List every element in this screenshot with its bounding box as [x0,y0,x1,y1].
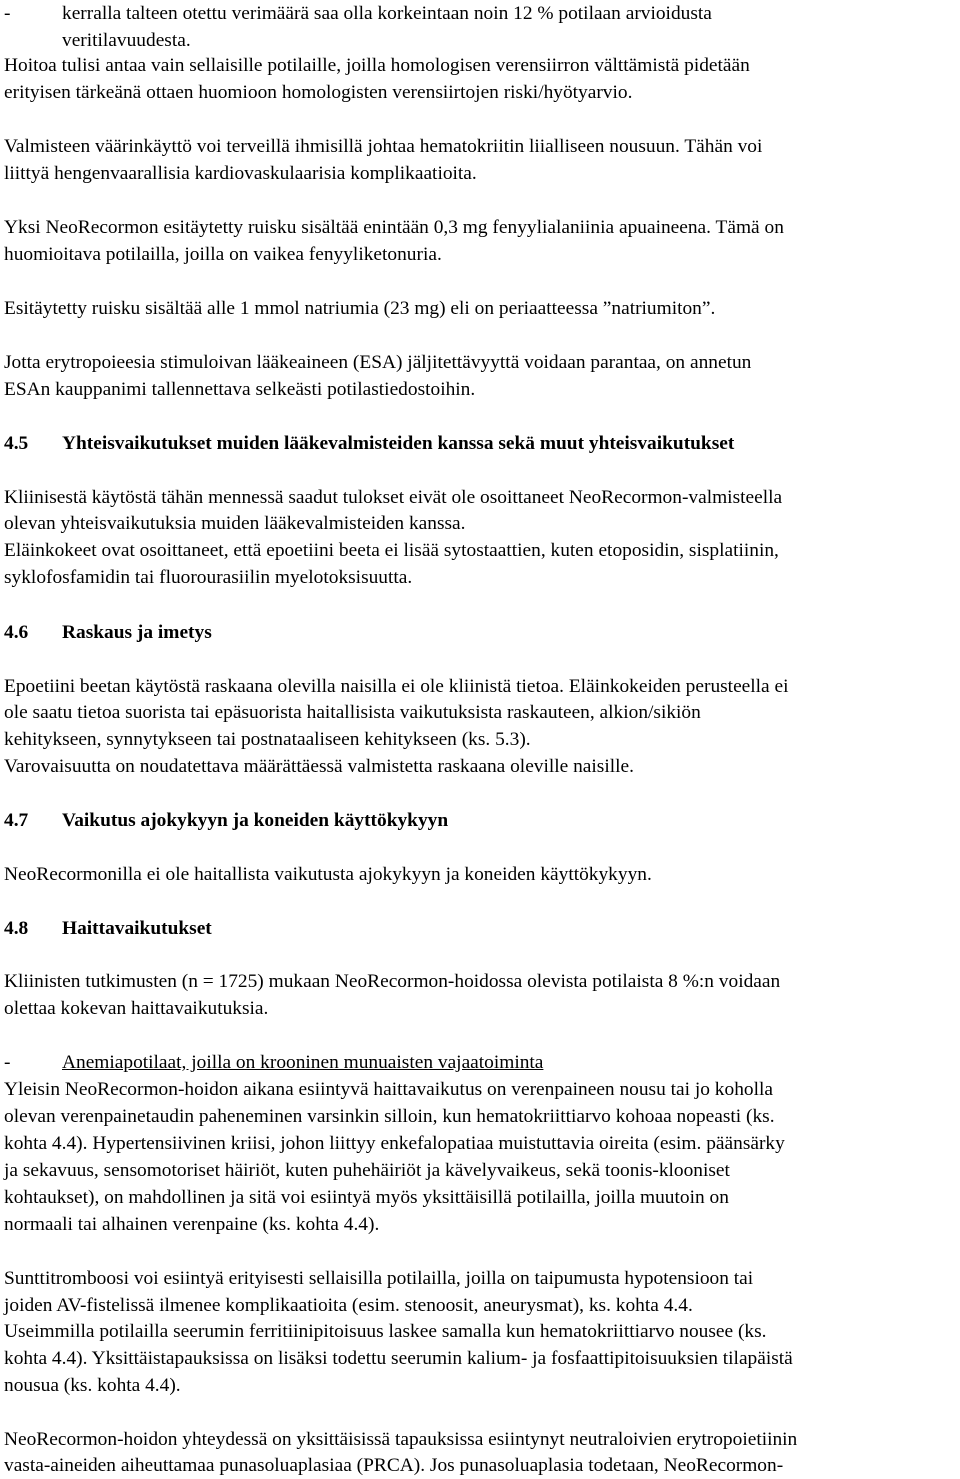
section-number: 4.5 [4,433,29,454]
text-line: vasta-aineiden aiheuttamaa punasoluaplasiaa (PRCA). Jos punasoluaplasia todetaan, NeoRecormon- [4,1455,784,1476]
text-line: Esitäytetty ruisku sisältää alle 1 mmol natriumia (23 mg) eli on periaatteessa ”natriumiton”. [4,298,716,319]
text-line: Yleisin NeoRecormon-hoidon aikana esiintyvä haittavaikutus on verenpaineen nousu tai jo koholla [4,1079,773,1100]
text-line: NeoRecormon-hoidon yhteydessä on yksittäisissä tapauksissa esiintynyt neutraloivien erytropoietiinin [4,1429,798,1450]
text-line: Jotta erytropoieesia stimuloivan lääkeaineen (ESA) jäljitettävyyttä voidaan parantaa, on annetun [4,352,752,373]
text-line: ESAn kauppanimi tallennettava selkeästi potilastiedostoihin. [4,379,476,400]
text-line: Eläinkokeet ovat osoittaneet, että epoetiini beeta ei lisää sytostaattien, kuten etoposidin, sisplatiinin, [4,540,779,561]
text-line: ja sekavuus, sensomotoriset häiriöt, kuten puhehäiriöt ja kävelyvaikeus, sekä toonis-klooniset [4,1160,730,1181]
sub-heading-text: Anemiapotilaat, joilla on krooninen munuaisten vajaatoiminta [62,1052,544,1073]
text-line: Useimmilla potilailla seerumin ferritiinipitoisuus laskee samalla kun hematokriittiarvo nousee (ks. [4,1321,767,1342]
text-line: liittyä hengenvaarallisia kardiovaskulaarisia komplikaatioita. [4,163,477,184]
sub-heading [4,1049,543,1076]
section-heading-4-7 [4,807,448,834]
section-title: Yhteisvaikutukset muiden lääkevalmisteiden kanssa sekä muut yhteisvaikutukset [62,433,735,454]
text-line: Yksi NeoRecormon esitäytetty ruisku sisältää enintään 0,3 mg fenyylialaniinia apuaineena. Tämä on [4,217,784,238]
section-title: Haittavaikutukset [62,918,212,939]
bullet-line [4,0,712,27]
bullet-text: veritilavuudesta. [62,30,191,51]
text-line: Varovaisuutta on noudatettava määrättäessä valmistetta raskaana oleville naisille. [4,756,634,777]
text-line: kohtaukset), on mahdollinen ja sitä voi esiintyä myös yksittäisillä potilailla, joilla muutoin on [4,1187,729,1208]
text-line: olettaa kokevan haittavaikutuksia. [4,998,269,1019]
text-line: NeoRecormonilla ei ole haitallista vaikutusta ajokykyyn ja koneiden käyttökykyyn. [4,864,652,885]
bullet-marker: - [4,1052,11,1073]
text-line: kehitykseen, synnytykseen tai postnataaliseen kehitykseen (ks. 5.3). [4,729,531,750]
text-line: erityisen tärkeänä ottaen huomioon homologisten verensiirtojen riski/hyötyarvio. [4,82,633,103]
text-line: Sunttitromboosi voi esiintyä erityisesti sellaisilla potilailla, joilla on taipumusta hypotensioon tai [4,1268,754,1289]
bullet-marker: - [4,3,11,24]
section-title: Raskaus ja imetys [62,622,212,643]
text-line: nousua (ks. kohta 4.4). [4,1375,181,1396]
text-line: kohta 4.4). Hypertensiivinen kriisi, johon liittyy enkefalopatiaa muistuttavia oireita (esim. päänsärky [4,1133,785,1154]
text-line: normaali tai alhainen verenpaine (ks. kohta 4.4). [4,1214,380,1235]
section-heading-4-5 [4,430,734,457]
text-line: Valmisteen väärinkäyttö voi terveillä ihmisillä johtaa hematokriitin liialliseen nousuun. Tähän voi [4,136,763,157]
text-line: syklofosfamidin tai fluorourasiilin myelotoksisuutta. [4,567,413,588]
section-number: 4.6 [4,622,29,643]
section-number: 4.8 [4,918,29,939]
text-line: Hoitoa tulisi antaa vain sellaisille potilaille, joilla homologisen verensiirron välttämistä pidetään [4,55,750,76]
section-heading-4-8 [4,915,212,942]
text-line: olevan yhteisvaikutuksia muiden lääkevalmisteiden kanssa. [4,513,466,534]
text-line: kohta 4.4). Yksittäistapauksissa on lisäksi todettu seerumin kalium- ja fosfaattipitoisuuksien tilapäistä [4,1348,793,1369]
bullet-text: kerralla talteen otettu verimäärä saa olla korkeintaan noin 12 % potilaan arvioidusta [62,3,712,24]
text-line: Kliinisestä käytöstä tähän mennessä saadut tulokset eivät ole osoittaneet NeoRecormon-valmisteella [4,487,783,508]
section-number: 4.7 [4,810,29,831]
text-line: joiden AV-fistelissä ilmenee komplikaatioita (esim. stenoosit, aneurysmat), ks. kohta 4.4. [4,1295,693,1316]
text-line: Kliinisten tutkimusten (n = 1725) mukaan NeoRecormon-hoidossa olevista potilaista 8 %:n voidaan [4,971,781,992]
text-line: ole saatu tietoa suorista tai epäsuorista haitallisista vaikutuksista raskauteen, alkion/sikiön [4,702,701,723]
section-title: Vaikutus ajokykyyn ja koneiden käyttökykyyn [62,810,449,831]
section-heading-4-6 [4,619,212,646]
text-line: Epoetiini beetan käytöstä raskaana olevilla naisilla ei ole kliinistä tietoa. Eläinkokeiden perusteella ei [4,676,789,697]
text-line: olevan verenpainetaudin paheneminen varsinkin silloin, kun hematokriittiarvo kohoaa nopeasti (ks. [4,1106,775,1127]
text-line: huomioitava potilailla, joilla on vaikea fenyyliketonuria. [4,244,442,265]
